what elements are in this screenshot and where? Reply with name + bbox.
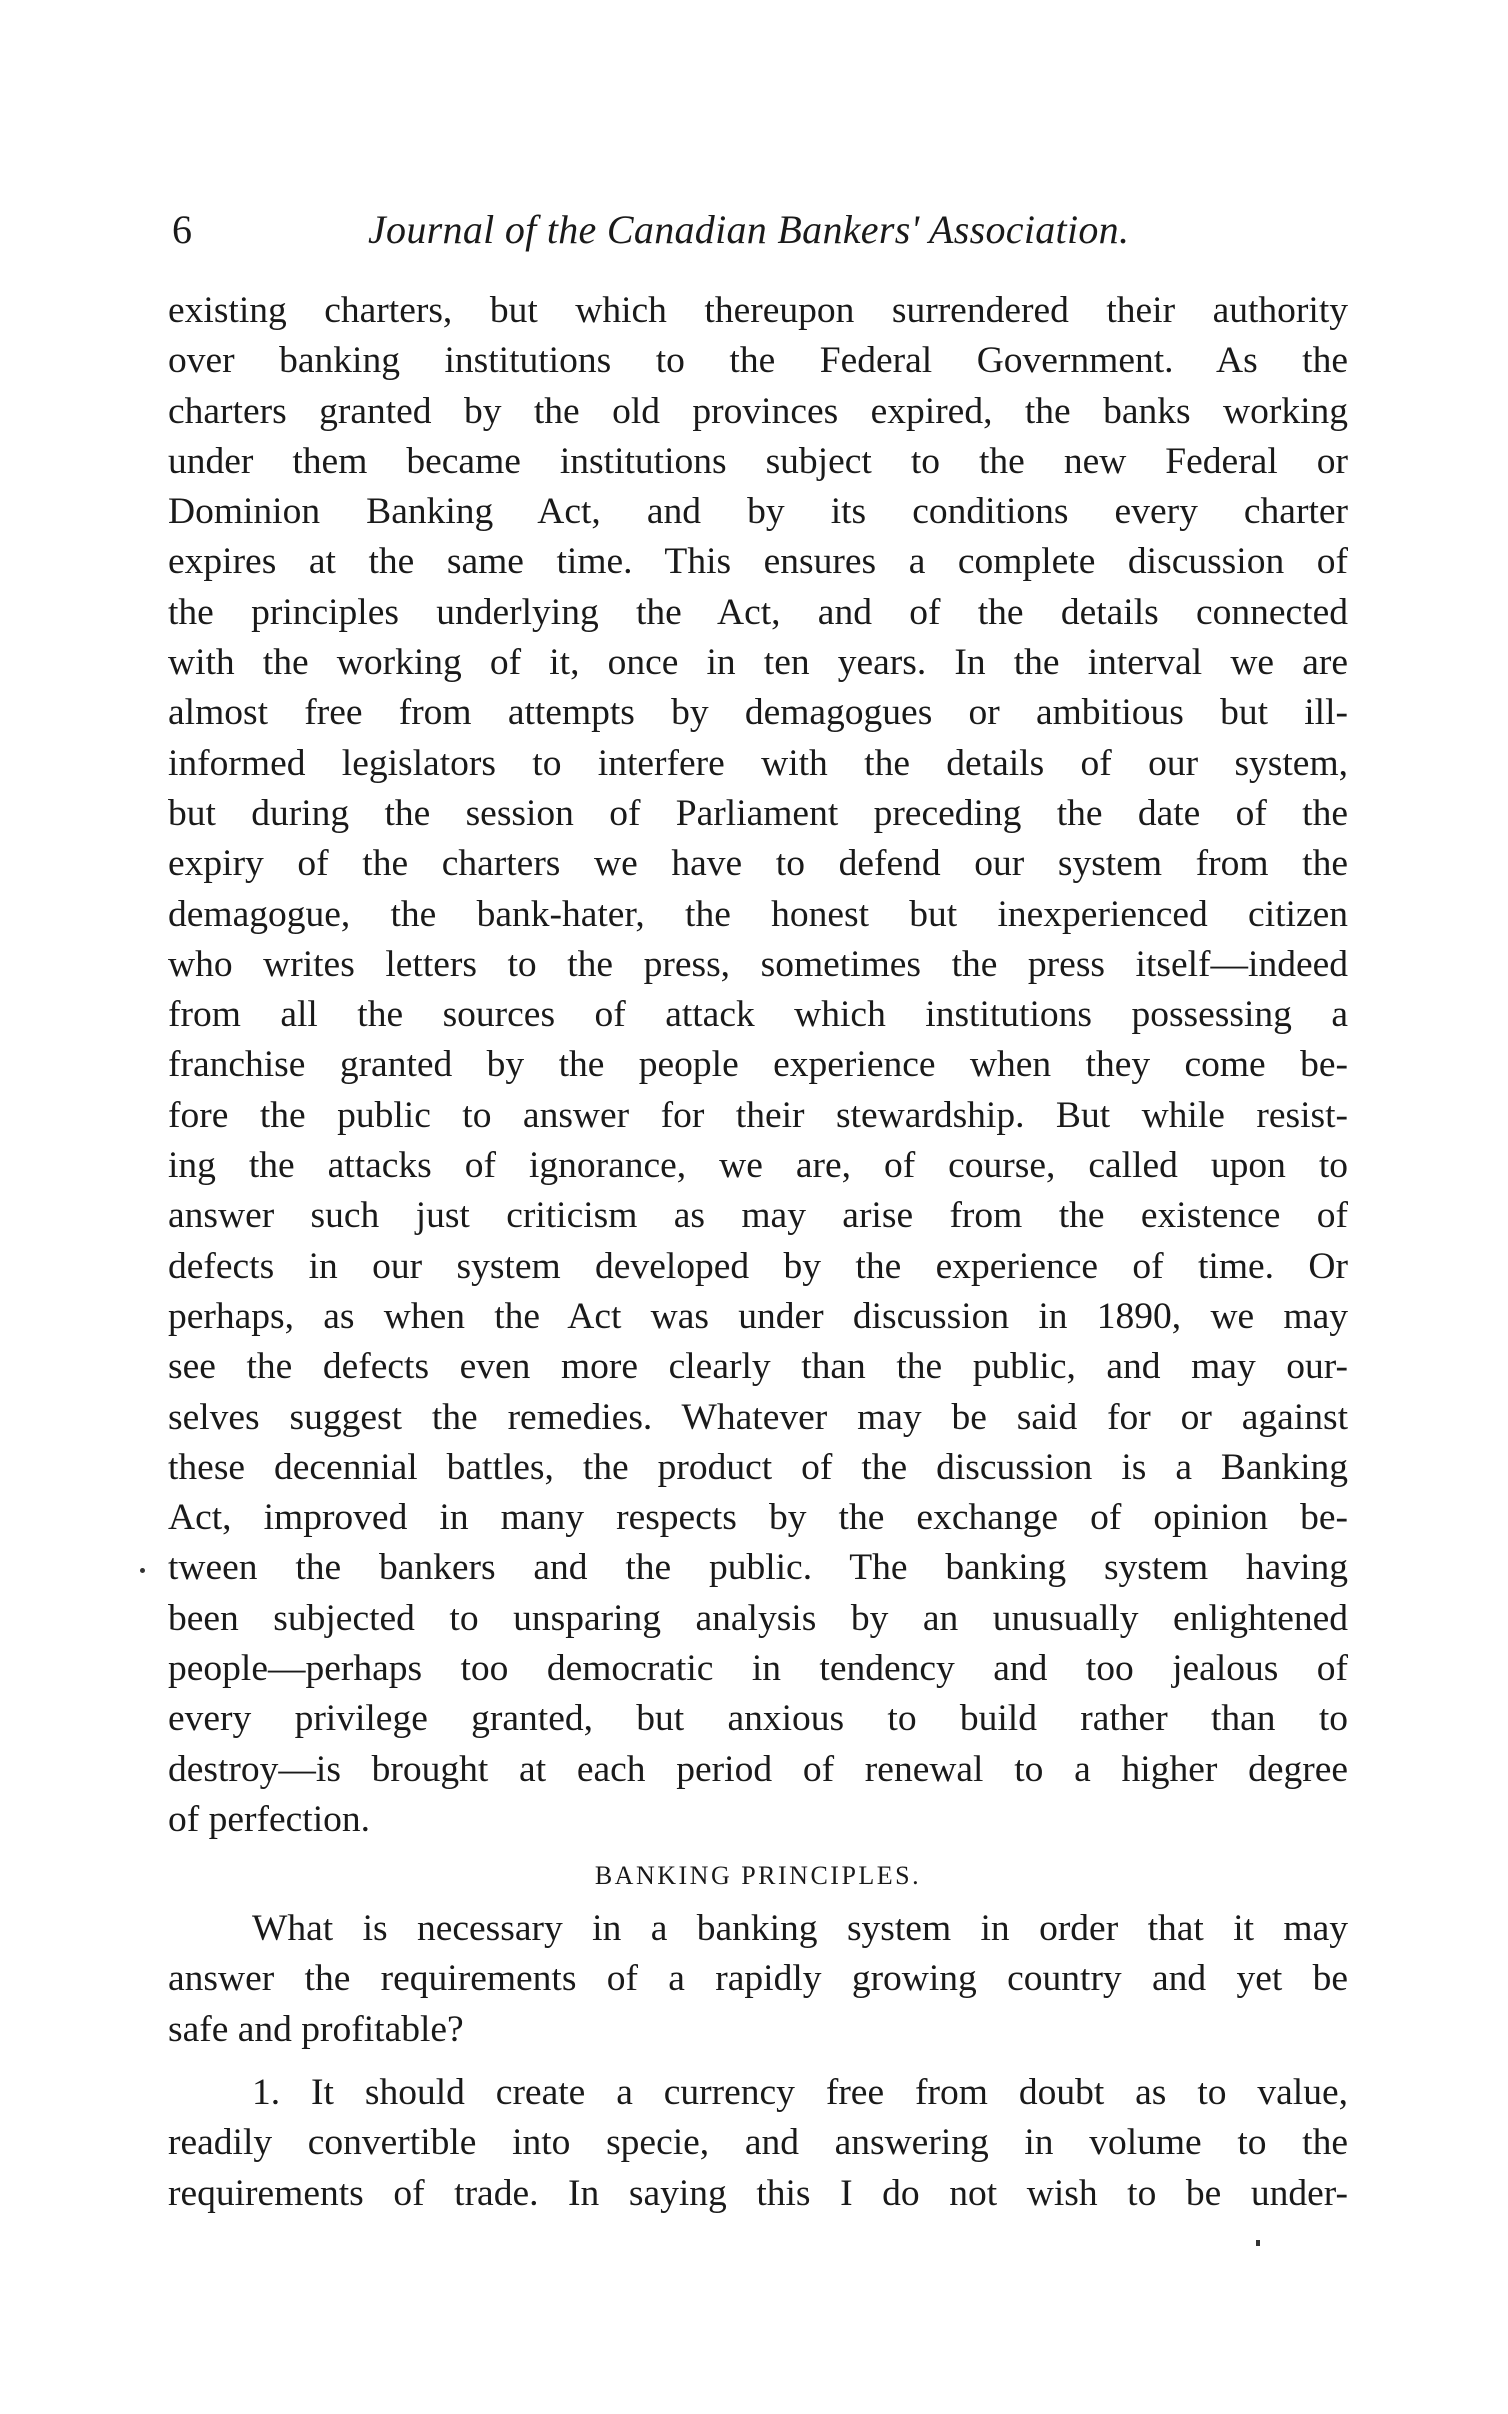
- text-line: ing the attacks of ignorance, we are, of course, called upon to: [168, 1145, 1348, 1187]
- paragraph-2: [168, 1904, 1348, 2055]
- corner-mark: [1256, 2240, 1260, 2246]
- text-line: informed legislators to interfere with the details of our system,: [168, 742, 1348, 784]
- margin-mark: [140, 1568, 145, 1573]
- text-line: perhaps, as when the Act was under discussion in 1890, we may: [168, 1295, 1348, 1337]
- text-line: from all the sources of attack which institutions possessing a: [168, 994, 1348, 1036]
- text-line: Act, improved in many respects by the exchange of opinion be-: [168, 1497, 1348, 1539]
- running-title: Journal of the Canadian Bankers' Association.: [368, 207, 1130, 252]
- section-heading: BANKING PRINCIPLES.: [594, 1861, 922, 1890]
- text-line: but during the session of Parliament preceding the date of the: [168, 792, 1348, 834]
- text-line: been subjected to unsparing analysis by an unusually enlightened: [168, 1597, 1348, 1639]
- text-line: under them became institutions subject to the new Federal or: [168, 440, 1348, 482]
- text-line: tween the bankers and the public. The banking system having: [168, 1547, 1348, 1589]
- text-line: expires at the same time. This ensures a complete discussion of: [168, 541, 1348, 583]
- running-header: [168, 200, 1348, 260]
- text-line: charters granted by the old provinces expired, the banks working: [168, 390, 1348, 432]
- text-line: answer such just criticism as may arise from the existence of: [168, 1195, 1348, 1237]
- text-line: of perfection.: [168, 1798, 370, 1840]
- text-line: existing charters, but which thereupon surrendered their authority: [168, 290, 1348, 331]
- text-line: the principles underlying the Act, and of the details connected: [168, 591, 1348, 633]
- text-line: franchise granted by the people experience when they come be-: [168, 1044, 1348, 1086]
- page-number: 6: [172, 207, 192, 252]
- text-line: people—perhaps too democratic in tendency and too jealous of: [168, 1648, 1348, 1690]
- text-line: selves suggest the remedies. Whatever may be said for or against: [168, 1396, 1348, 1438]
- text-line: What is necessary in a banking system in order that it may: [252, 1908, 1348, 1949]
- text-line: 1. It should create a currency free from doubt as to value,: [252, 2072, 1348, 2113]
- paragraph-1: [168, 286, 1348, 1845]
- text-line: who writes letters to the press, sometimes the press itself—indeed: [168, 943, 1348, 985]
- text-line: requirements of trade. In saying this I do not wish to be under-: [168, 2172, 1348, 2214]
- text-line: over banking institutions to the Federal Government. As the: [168, 340, 1348, 382]
- text-line: destroy—is brought at each period of renewal to a higher degree: [168, 1748, 1348, 1790]
- paragraph-3: [168, 2068, 1348, 2219]
- text-line: with the working of it, once in ten years. In the interval we are: [168, 642, 1348, 684]
- text-line: readily convertible into specie, and answering in volume to the: [168, 2122, 1348, 2164]
- text-line: answer the requirements of a rapidly growing country and yet be: [168, 1958, 1348, 2000]
- text-line: expiry of the charters we have to defend our system from the: [168, 843, 1348, 885]
- text-line: almost free from attempts by demagogues or ambitious but ill-: [168, 692, 1348, 734]
- text-line: see the defects even more clearly than the public, and may our-: [168, 1346, 1348, 1388]
- text-line: demagogue, the bank-hater, the honest but inexperienced citizen: [168, 893, 1348, 935]
- text-line: Dominion Banking Act, and by its conditions every charter: [168, 491, 1348, 533]
- text-line: safe and profitable?: [168, 2008, 464, 2050]
- text-line: every privilege granted, but anxious to build rather than to: [168, 1698, 1348, 1740]
- text-line: fore the public to answer for their stewardship. But while resist-: [168, 1094, 1348, 1136]
- text-line: defects in our system developed by the experience of time. Or: [168, 1245, 1348, 1287]
- text-line: these decennial battles, the product of the discussion is a Banking: [168, 1446, 1348, 1488]
